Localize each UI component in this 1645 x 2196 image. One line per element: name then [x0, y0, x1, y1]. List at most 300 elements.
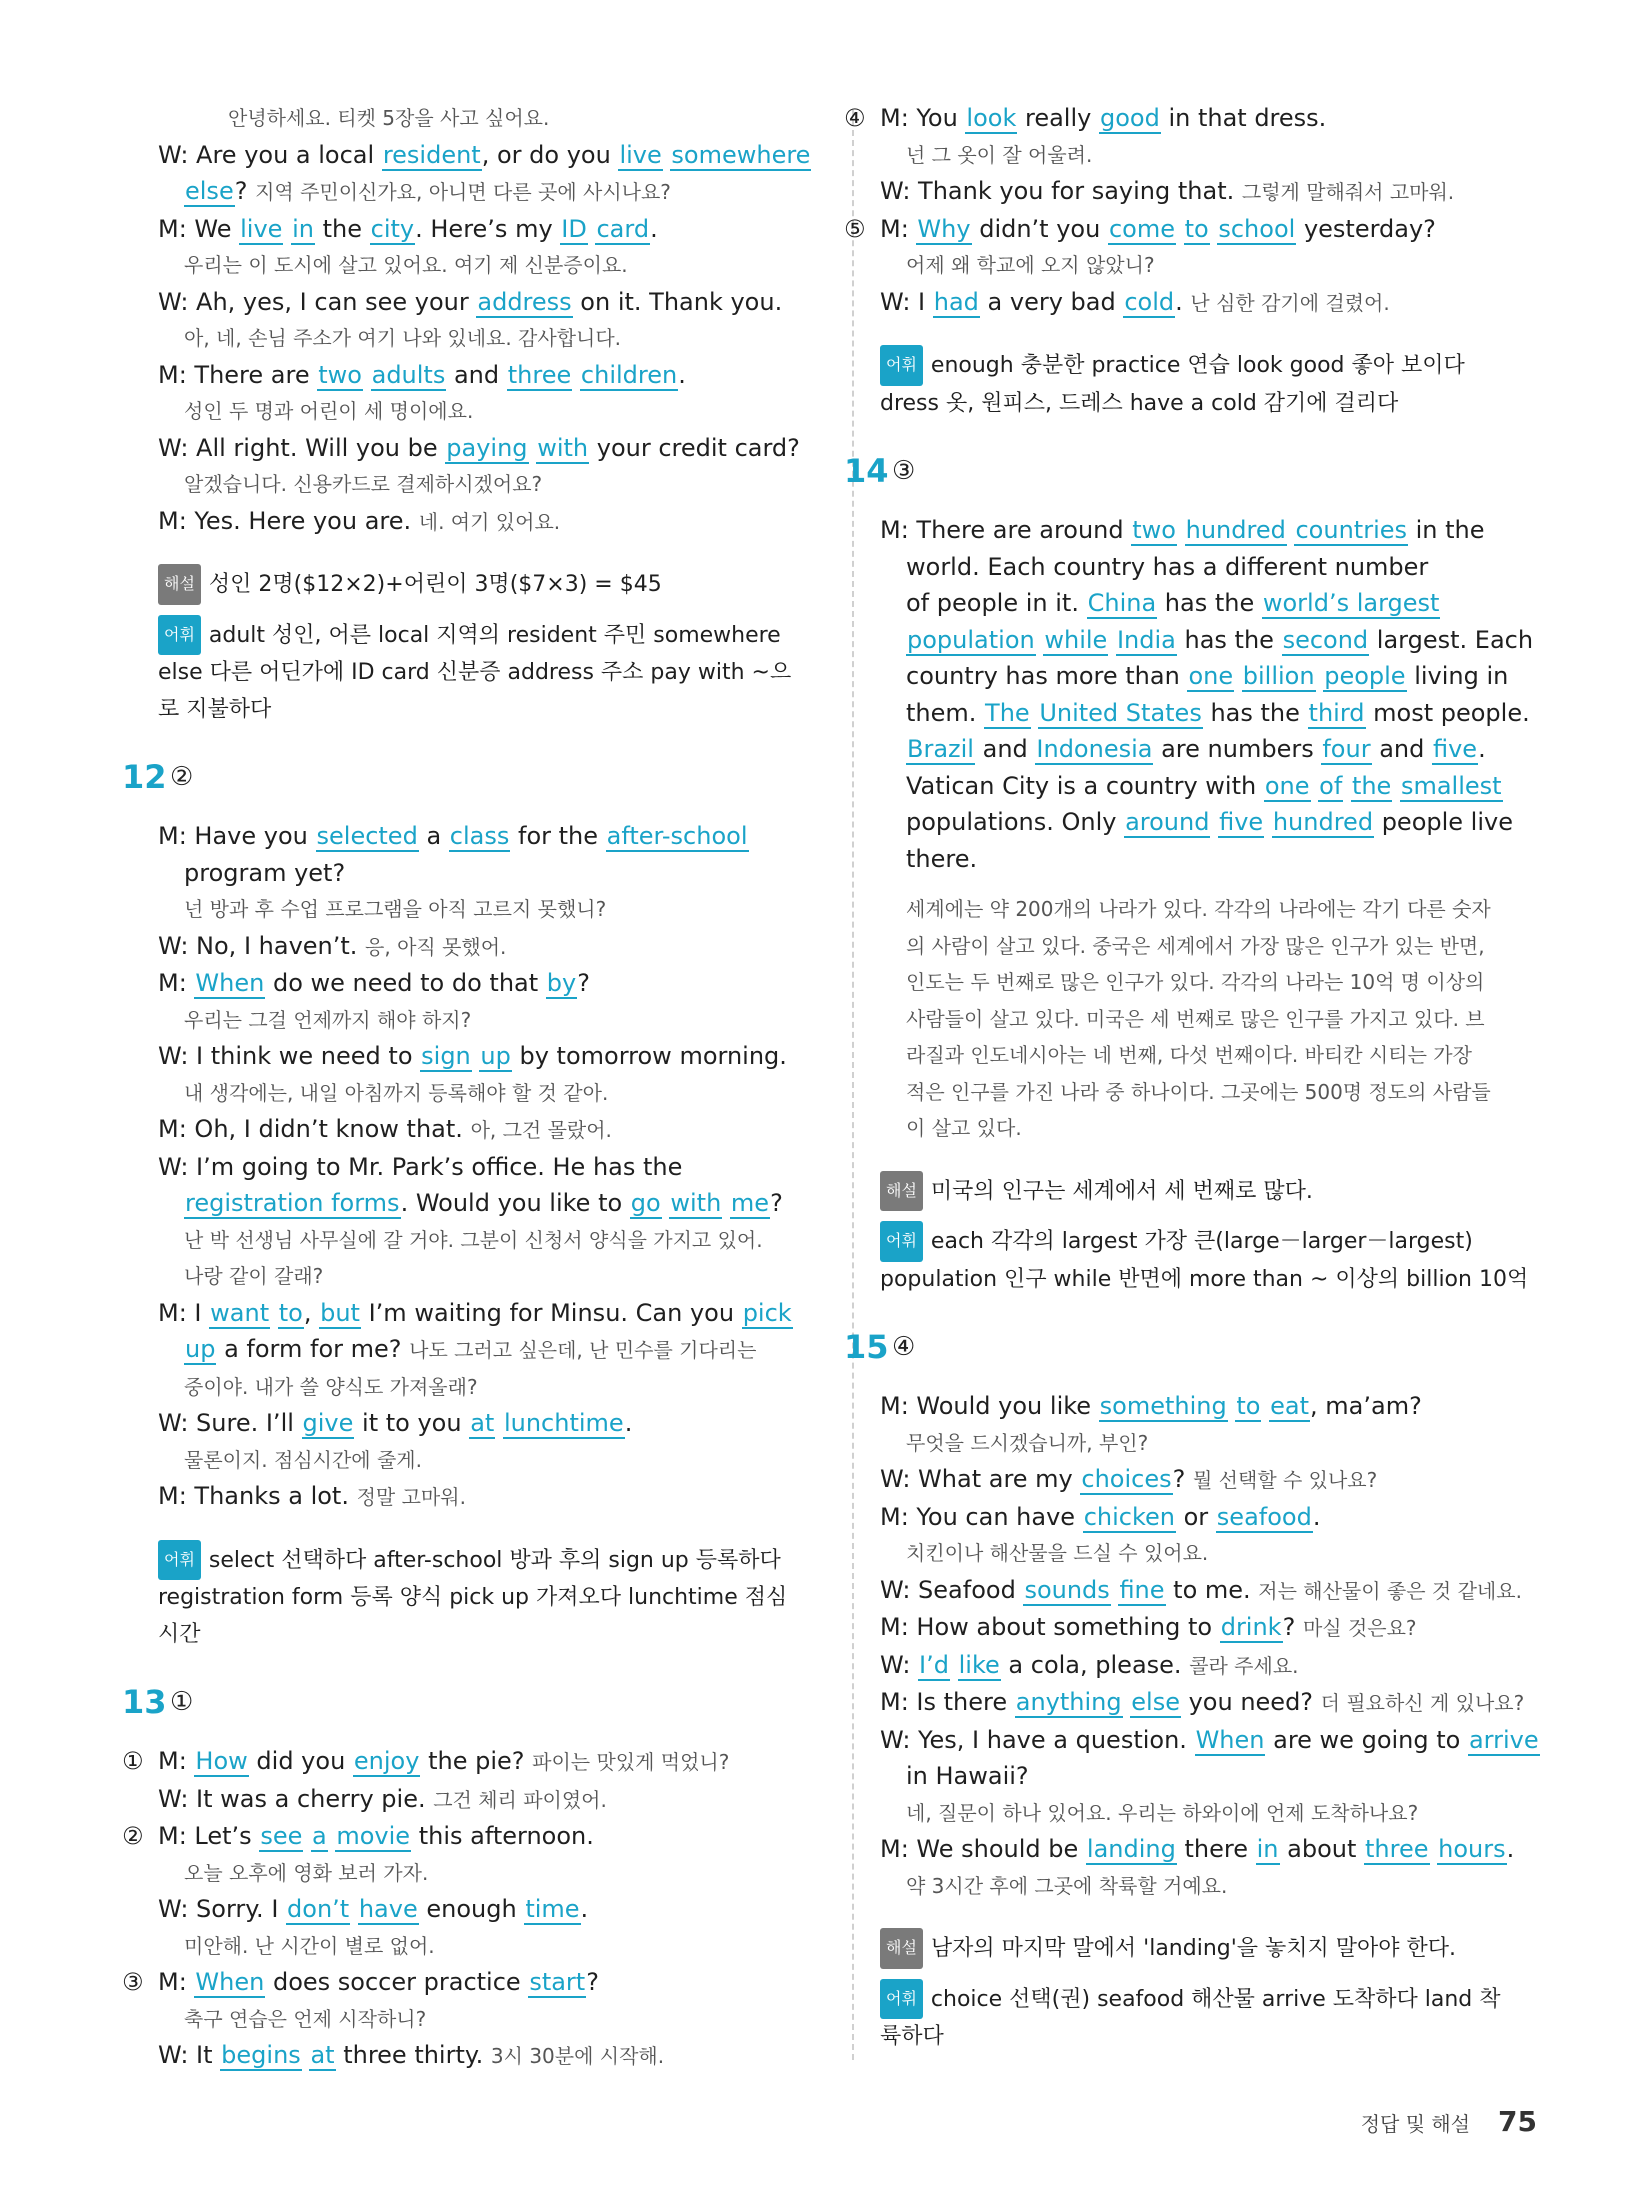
korean-translation: 네. 여기 있어요.: [418, 509, 561, 534]
korean-translation: 더 필요하신 게 있나요?: [1320, 1691, 1525, 1715]
dialogue-line: [158, 137, 838, 174]
speaker-label: M:: [880, 1502, 917, 1531]
blank-answer: of: [1319, 771, 1343, 800]
dialogue-text: [495, 1409, 503, 1437]
dialogue-line: [158, 357, 838, 394]
dialogue-text: Ah, yes, I can see your: [196, 287, 477, 316]
dialogue-text: living in: [1406, 662, 1509, 690]
vocab-line: else 다른 어딘가에 ID card 신분증 address 주소 pay with ~으: [158, 660, 792, 685]
blank-answer: class: [449, 822, 510, 850]
dialogue-text: [1176, 215, 1184, 243]
blank-answer: five: [1219, 808, 1264, 836]
dialogue-text: ?: [1282, 1613, 1303, 1641]
dialogue-text: [1392, 772, 1400, 800]
question-number: 15: [844, 1328, 889, 1366]
blank-answer: Indonesia: [1036, 735, 1153, 763]
blank-answer: in: [292, 214, 314, 243]
korean-translation: 오늘 오후에 영화 보러 가자.: [184, 1860, 429, 1885]
speaker-label: W:: [880, 177, 919, 205]
speaker-label: W:: [158, 1895, 197, 1923]
dialogue-text: does soccer practice: [265, 1968, 529, 1996]
dialogue-line: [158, 965, 838, 1002]
blank-answer: city: [370, 214, 415, 243]
dialogue-text: about: [1279, 1835, 1365, 1863]
dialogue-line: [158, 928, 838, 966]
vocab-line: registration form 등록 양식 pick up 가져오다 lunchtime 점심: [158, 1585, 788, 1610]
blank-answer: begins: [221, 2041, 301, 2069]
speaker-label: W:: [880, 1575, 919, 1604]
dialogue-text: by tomorrow morning.: [511, 1042, 787, 1070]
dialogue-text: and: [974, 735, 1036, 763]
choice-number: ③: [122, 1968, 144, 1996]
dialogue-text: most people.: [1365, 698, 1530, 727]
speaker-label: M:: [880, 1392, 917, 1420]
speaker-label: M:: [158, 506, 195, 535]
dialogue-text: . Would you like to: [400, 1189, 630, 1217]
dialogue-text: or: [1175, 1502, 1216, 1531]
speaker-label: W:: [158, 287, 197, 316]
blank-answer: to: [1184, 214, 1209, 243]
blank-answer: fine: [1119, 1575, 1165, 1604]
translation-q14: [880, 891, 1560, 1147]
dialogue-text: ?: [577, 969, 590, 997]
dialogue-line-continued: [158, 1185, 838, 1222]
dialogue-text: [270, 1299, 278, 1327]
korean-translation: 난 심한 감기에 걸렸어.: [1190, 290, 1390, 315]
question-15-header: [832, 1328, 1560, 1388]
blank-answer: Why: [917, 214, 971, 243]
dialogue-text: .: [1478, 735, 1486, 763]
dialogue-text: enough: [418, 1895, 525, 1923]
dialogue-text: has the: [1176, 625, 1282, 654]
monologue-line: [880, 585, 1560, 622]
dialogue-text: .: [1312, 1502, 1321, 1531]
dialogue-text: [1177, 516, 1185, 544]
blank-answer: but: [320, 1298, 360, 1327]
blank-answer: adults: [371, 360, 446, 389]
vocab-tag: 어휘: [158, 615, 201, 656]
blank-answer: billion: [1242, 662, 1315, 690]
korean-translation: 난 박 선생님 사무실에 갈 거야. 그분이 신청서 양식을 가지고 있어.: [184, 1227, 763, 1252]
dialogue-text: in Hawaii?: [906, 1762, 1029, 1790]
korean-translation: 그렇게 말해줘서 고마워.: [1241, 180, 1455, 204]
dialogue-text: this afternoon.: [411, 1822, 594, 1850]
speaker-label: W:: [880, 1465, 919, 1493]
korean-translation: 3시 30분에 시작해.: [490, 2044, 665, 2068]
korean-translation: 나랑 같이 갈래?: [184, 1264, 324, 1288]
speaker-label: M:: [158, 1115, 195, 1143]
dialogue-q12: [158, 818, 838, 1516]
answer-mark: ②: [170, 762, 194, 792]
blank-answer: paying: [446, 433, 528, 462]
blank-answer: hundred: [1185, 516, 1286, 544]
question-12-header: [110, 758, 838, 818]
dialogue-line: [844, 100, 1560, 137]
vocab-note: [880, 345, 1560, 422]
blank-answer: give: [302, 1409, 354, 1437]
dialogue-text: [1264, 808, 1272, 836]
dialogue-line: [880, 1831, 1560, 1868]
dialogue-text: .: [624, 1409, 633, 1437]
speaker-label: M:: [158, 214, 195, 243]
korean-translation: 우리는 그걸 언제까지 해야 하지?: [184, 1007, 472, 1032]
dialogue-text: didn’t you: [971, 214, 1108, 243]
dialogue-text: program yet?: [184, 858, 346, 887]
blank-answer: want: [210, 1298, 270, 1327]
dialogue-text: Seafood: [918, 1575, 1024, 1604]
dialogue-text: Thank you for saying that.: [918, 177, 1242, 205]
dialogue-text: [303, 1822, 311, 1850]
korean-translation: 아, 네, 손님 주소가 여기 나와 있네요. 감사합니다.: [184, 326, 622, 350]
korean-translation: 무엇을 드시겠습니까, 부인?: [906, 1430, 1149, 1455]
monologue-line: [880, 549, 1560, 586]
blank-answer: When: [195, 1968, 265, 1996]
speaker-label: M:: [158, 1822, 195, 1850]
explanation-text: 남자의 마지막 말에서 'landing'을 놓치지 말아야 한다.: [930, 1936, 1457, 1961]
blank-answer: in: [1256, 1835, 1279, 1863]
blank-answer: registration forms: [185, 1189, 400, 1217]
monologue-q14: [880, 512, 1560, 877]
blank-answer: third: [1308, 698, 1365, 727]
blank-answer: after-school: [606, 822, 748, 850]
korean-translation: 저는 해산물이 좋은 것 같네요.: [1258, 1578, 1522, 1603]
korean-translation: 내 생각에는, 내일 아침까지 등록해야 할 것 같아.: [184, 1080, 609, 1105]
blank-answer: ID: [561, 214, 587, 243]
blank-answer: up: [185, 1335, 216, 1363]
dialogue-text: Sorry. I: [196, 1895, 287, 1923]
explanation-tag: 해설: [880, 1928, 923, 1969]
vocab-line: 륙하다: [880, 2024, 944, 2049]
question-number: 13: [122, 1683, 167, 1721]
vocab-line: select 선택하다 after-school 방과 후의 sign up 등록하다: [208, 1547, 781, 1573]
dialogue-text: and: [1371, 735, 1432, 763]
blank-answer: drink: [1220, 1613, 1282, 1641]
dialogue-text: do we need to do that: [265, 969, 546, 997]
speaker-label: M:: [880, 1613, 917, 1641]
korean-translation: 축구 연습은 언제 시작하니?: [184, 2006, 427, 2031]
blank-answer: When: [1195, 1725, 1265, 1754]
blank-answer: live: [619, 140, 662, 169]
explanation-text: 미국의 인구는 세계에서 세 번째로 많다.: [930, 1178, 1313, 1204]
dialogue-text: a cola, please.: [1000, 1650, 1190, 1679]
dialogue-line: [880, 1572, 1560, 1610]
blank-answer: don’t: [287, 1895, 350, 1923]
korean-translation: 물론이지. 점심시간에 줄게.: [184, 1447, 422, 1472]
korean-translation: 적은 인구를 가진 나라 중 하나이다. 그곳에는 500명 정도의 사람들: [906, 1079, 1491, 1104]
blank-answer: population: [907, 625, 1035, 654]
dialogue-text: I think we need to: [196, 1042, 421, 1070]
dialogue-text: ,: [303, 1298, 320, 1327]
speaker-label: W:: [158, 433, 197, 462]
blank-answer: to: [278, 1298, 303, 1327]
dialogue-text: I’m going to Mr. Park’s office. He has the: [196, 1152, 683, 1181]
dialogue-text: I’m waiting for Minsu. Can you: [360, 1298, 742, 1327]
korean-translation: 어제 왜 학교에 오지 않았니?: [906, 253, 1155, 277]
speaker-label: W:: [158, 140, 197, 169]
dialogue-line: [122, 2037, 838, 2075]
dialogue-line: [122, 1743, 838, 1781]
explanation-note: [158, 564, 838, 605]
blank-answer: world’s largest: [1262, 589, 1440, 617]
blank-answer: movie: [336, 1822, 411, 1850]
monologue-line: [880, 622, 1560, 659]
korean-translation: 파이는 맛있게 먹었니?: [532, 1750, 730, 1774]
dialogue-text: did you: [248, 1747, 353, 1775]
dialogue-text: largest. Each: [1369, 625, 1534, 654]
monologue-line: [880, 695, 1560, 732]
korean-translation: 마실 것은요?: [1302, 1616, 1417, 1640]
speaker-label: M:: [158, 1298, 195, 1327]
blank-answer: resident: [382, 140, 481, 169]
dialogue-text: There are: [194, 360, 318, 389]
blank-answer: at: [310, 2041, 335, 2069]
monologue-line: [880, 804, 1560, 841]
dialogue-line: [158, 1038, 838, 1075]
korean-translation: 이 살고 있다.: [906, 1116, 1022, 1140]
monologue-line: [880, 658, 1560, 695]
explanation-text: 성인 2명($12×2)+어린이 3명($7×3) = $45: [208, 572, 662, 597]
dialogue-line: [880, 1647, 1560, 1685]
vocab-line: enough 충분한 practice 연습 look good 좋아 보이다: [930, 353, 1465, 378]
choice-number: ④: [844, 104, 866, 132]
korean-translation: 치킨이나 해산물을 드실 수 있어요.: [906, 1541, 1209, 1565]
blank-answer: start: [529, 1968, 586, 1996]
dialogue-line: [158, 1478, 838, 1516]
dialogue-line: [158, 430, 838, 467]
blank-answer: live: [240, 214, 283, 243]
choice-number: ①: [122, 1747, 144, 1775]
dialogue-text: you need?: [1180, 1688, 1321, 1716]
choice-number: ⑤: [844, 214, 866, 243]
speaker-label: W:: [880, 287, 919, 316]
dialogue-text: really: [1017, 104, 1099, 132]
speaker-label: M:: [880, 214, 917, 243]
dialogue-text: [363, 361, 371, 389]
dialogue-text: of people in it.: [906, 589, 1087, 617]
blank-answer: seafood: [1216, 1502, 1312, 1531]
blank-answer: arrive: [1468, 1725, 1539, 1754]
dialogue-text: You can have: [916, 1502, 1083, 1531]
dialogue-text: them.: [906, 698, 985, 727]
dialogue-text: .: [1506, 1835, 1515, 1863]
dialogue-text: .: [1175, 287, 1191, 316]
blank-answer: four: [1322, 735, 1371, 763]
dialogue-text: there.: [906, 844, 978, 873]
korean-translation: 넌 그 옷이 잘 어울려.: [906, 142, 1093, 167]
dialogue-text: [1343, 772, 1351, 800]
blank-answer: up: [480, 1042, 511, 1070]
korean-translation: 인도는 두 번째로 많은 인구가 있다. 각각의 나라는 10억 명 이상의: [906, 970, 1485, 994]
korean-translation: 안녕하세요. 티켓 5장을 사고 싶어요.: [228, 106, 550, 130]
dialogue-q15: [880, 1388, 1560, 1904]
speaker-label: M:: [158, 1747, 195, 1775]
dialogue-line: [880, 1684, 1560, 1722]
dialogue-line: [158, 1149, 838, 1186]
dialogue-line: [880, 1388, 1560, 1425]
dialogue-text: a form for me?: [216, 1335, 410, 1363]
vocab-line: choice 선택(권) seafood 해산물 arrive 도착하다 land 착: [930, 1986, 1501, 2012]
dialogue-text: in that dress.: [1160, 104, 1327, 132]
dialogue-text: , ma’am?: [1310, 1392, 1422, 1420]
blank-answer: go: [630, 1189, 661, 1217]
blank-answer: cold: [1124, 287, 1175, 316]
dialogue-text: We should be: [916, 1835, 1086, 1863]
korean-translation: 약 3시간 후에 그곳에 착륙할 거예요.: [906, 1873, 1228, 1898]
question-13-header: [110, 1683, 838, 1743]
blank-answer: two: [1132, 516, 1176, 544]
vocab-line: each 각각의 largest 가장 큰(large－larger－largest): [930, 1229, 1473, 1254]
dialogue-text: What are my: [918, 1465, 1081, 1493]
monologue-line: [880, 512, 1560, 549]
blank-answer: something: [1099, 1392, 1227, 1420]
dialogue-text: ?: [770, 1189, 783, 1217]
blank-answer: one: [1264, 771, 1310, 800]
blank-answer: come: [1108, 214, 1175, 243]
dialogue-line: [158, 503, 838, 541]
answer-mark: ③: [892, 456, 916, 486]
dialogue-text: Vatican City is a country with: [906, 771, 1264, 800]
korean-translation: 우리는 이 도시에 살고 있어요. 여기 제 신분증이요.: [184, 253, 628, 277]
blank-answer: me: [730, 1189, 770, 1217]
dialogue-text: ?: [586, 1968, 599, 1996]
blank-answer: selected: [316, 822, 418, 850]
vocab-tag: 어휘: [880, 1979, 923, 2020]
korean-translation: 나도 그러고 싶은데, 난 민수를 기다리는: [409, 1338, 757, 1362]
dialogue-text: It: [196, 2041, 221, 2069]
blank-answer: hours: [1438, 1835, 1506, 1863]
blank-answer: with: [537, 433, 589, 462]
dialogue-line: [844, 173, 1560, 211]
dialogue-text: has the: [1157, 589, 1262, 617]
dialogue-text: the: [314, 214, 370, 243]
blank-answer: lunchtime: [503, 1409, 624, 1437]
speaker-label: M:: [158, 360, 195, 389]
blank-answer: else: [1131, 1688, 1180, 1716]
korean-translation: 성인 두 명과 어린이 세 명이에요.: [184, 399, 474, 423]
dialogue-text: [1261, 1392, 1269, 1420]
speaker-label: M:: [880, 1835, 917, 1863]
dialogue-line-continued: [158, 855, 838, 892]
blank-answer: pick: [742, 1298, 792, 1327]
footer-label: 정답 및 해설: [1360, 2112, 1471, 2136]
explanation-note: [880, 1928, 1560, 1969]
dialogue-line: [158, 818, 838, 855]
dialogue-line: [844, 284, 1560, 322]
speaker-label: W:: [158, 1042, 197, 1070]
dialogue-text: I: [194, 1298, 210, 1327]
dialogue-line: [880, 1722, 1560, 1759]
dialogue-text: three thirty.: [335, 2041, 491, 2069]
blank-answer: chicken: [1083, 1502, 1175, 1531]
korean-translation: 네, 질문이 하나 있어요. 우리는 하와이에 언제 도착하나요?: [906, 1800, 1419, 1825]
dialogue-q11: [158, 137, 838, 541]
dialogue-text: Are you a local: [196, 140, 382, 169]
dialogue-text: Have you: [194, 822, 316, 850]
blank-answer: choices: [1081, 1465, 1172, 1493]
dialogue-text: All right. Will you be: [196, 433, 446, 462]
dialogue-text: a very bad: [979, 287, 1124, 316]
dialogue-text: [572, 361, 580, 389]
blank-answer: around: [1125, 808, 1210, 836]
blank-answer: see: [260, 1822, 303, 1850]
monologue-line: [880, 768, 1560, 805]
blank-answer: hundred: [1272, 808, 1374, 836]
dialogue-text: Would you like: [916, 1392, 1099, 1420]
dialogue-text: No, I haven’t.: [196, 931, 366, 960]
dialogue-text: populations. Only: [906, 808, 1125, 836]
dialogue-text: the pie?: [420, 1747, 533, 1775]
answer-mark: ①: [170, 1687, 194, 1717]
dialogue-line: [122, 1781, 838, 1819]
dialogue-line: [158, 211, 838, 248]
dialogue-text: are numbers: [1153, 735, 1322, 763]
blank-answer: with: [670, 1189, 722, 1217]
dialogue-text: to me.: [1165, 1575, 1259, 1604]
speaker-label: M:: [880, 104, 917, 132]
question-number: 12: [122, 758, 167, 796]
blank-answer: three: [1365, 1835, 1429, 1863]
dialogue-text: country has more than: [906, 662, 1188, 690]
blank-answer: one: [1188, 662, 1234, 690]
dialogue-line: [122, 1964, 838, 2001]
speaker-label: M:: [880, 1688, 917, 1716]
dialogue-text: .: [678, 360, 686, 389]
korean-translation: 그건 체리 파이였어.: [433, 1787, 607, 1812]
dialogue-text: , or do you: [481, 140, 619, 169]
dialogue-text: a: [418, 822, 449, 850]
korean-translation: 뭘 선택할 수 있나요?: [1193, 1468, 1378, 1492]
dialogue-text: I: [918, 287, 933, 316]
dialogue-line: [122, 1818, 838, 1855]
dialogue-text: .: [650, 214, 658, 243]
page-number: 75: [1498, 2105, 1537, 2138]
dialogue-text: It was a cherry pie.: [196, 1784, 434, 1813]
dialogue-text: Is there: [916, 1688, 1015, 1716]
blank-answer: school: [1218, 214, 1296, 243]
blank-answer: five: [1432, 735, 1478, 763]
dialogue-text: ?: [1172, 1465, 1193, 1493]
blank-answer: the: [1351, 771, 1392, 800]
vocab-line: dress 옷, 원피스, 드레스 have a cold 감기에 걸리다: [880, 390, 1399, 416]
korean-translation: 사람들이 살고 있다. 미국은 세 번째로 많은 인구를 가지고 있다. 브: [906, 1006, 1485, 1031]
blank-answer: look: [966, 104, 1017, 132]
korean-translation: 미안해. 난 시간이 별로 없어.: [184, 1933, 435, 1958]
vocab-line: population 인구 while 반면에 more than ~ 이상의 billion 10억: [880, 1266, 1529, 1292]
dialogue-text: it to you: [354, 1409, 470, 1437]
blank-answer: smallest: [1400, 771, 1502, 800]
vocab-note: [158, 615, 838, 729]
dialogue-line: [844, 211, 1560, 248]
blank-answer: anything: [1015, 1688, 1122, 1716]
dialogue-text: Yes, I have a question.: [918, 1725, 1195, 1754]
dialogue-text: and: [446, 360, 507, 389]
dialogue-line: [158, 284, 838, 321]
blank-answer: When: [195, 969, 265, 997]
blank-answer: second: [1282, 625, 1369, 654]
dialogue-line: [158, 1405, 838, 1442]
dialogue-line-continued: [158, 1331, 838, 1369]
speaker-label: W:: [158, 1409, 197, 1437]
blank-answer: The: [985, 698, 1030, 727]
dialogue-line: [880, 1499, 1560, 1536]
blank-answer: sign: [421, 1042, 471, 1070]
dialogue-text: world. Each country has a different number: [906, 552, 1429, 581]
column-divider: [852, 110, 854, 2060]
vocab-tag: 어휘: [158, 1540, 201, 1581]
blank-answer: United States: [1039, 698, 1202, 727]
blank-answer: at: [470, 1409, 495, 1437]
dialogue-text: . Here’s my: [415, 214, 561, 243]
